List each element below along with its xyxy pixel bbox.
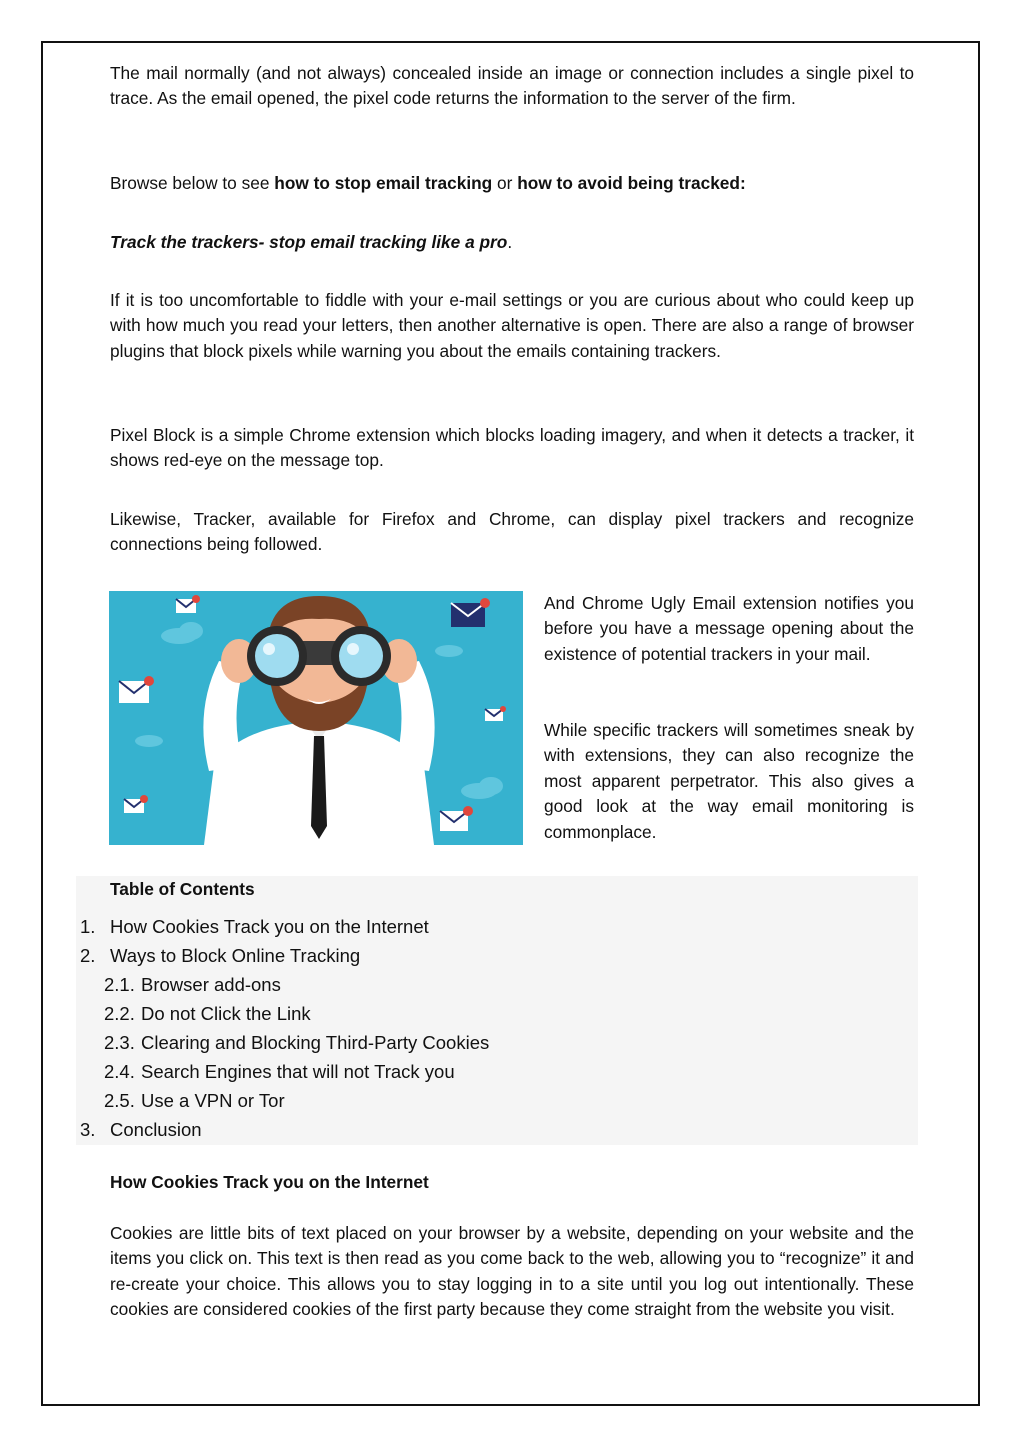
toc-item-number: 2.2. — [104, 1003, 135, 1024]
subheading — [110, 230, 914, 255]
toc-title: Table of Contents — [110, 879, 255, 899]
toc-item-number: 2.3. — [104, 1032, 135, 1053]
side-paragraph-2: While specific trackers will sometimes sneak by with extensions, they can also recognize the most apparent perpetrator. This also gives a good look at the way email monitoring is commonplace. — [544, 720, 914, 842]
toc-item-number: 2.1. — [104, 974, 135, 995]
toc-item-label[interactable]: Use a VPN or Tor — [141, 1090, 285, 1111]
toc-item-3[interactable] — [80, 1118, 202, 1142]
toc-item-label[interactable]: Clearing and Blocking Third-Party Cookies — [141, 1032, 490, 1053]
toc-item-label[interactable]: Conclusion — [110, 1119, 202, 1140]
toc-item-2-5[interactable] — [104, 1089, 285, 1113]
section-paragraph-1: Cookies are little bits of text placed on your browser by a website, depending on your website and the items you click on. This text is then read as you come back to the web, allowing you to “recognize” it and re-create your choice. This allows you to stay logging in to a site until you log out intentionally. These cookies are considered cookies of the first party because they come straight from the website you visit. — [110, 1223, 914, 1320]
toc-item-number: 3. — [80, 1119, 96, 1140]
toc-item-label[interactable]: Browser add-ons — [141, 974, 281, 995]
toc-item-2-3[interactable] — [104, 1031, 490, 1055]
browse-link-stop-tracking: how to stop email tracking — [274, 173, 493, 193]
toc-item-2-4[interactable] — [104, 1060, 455, 1084]
toc-item-number: 1. — [80, 916, 96, 937]
toc-item-number: 2.5. — [104, 1090, 135, 1111]
toc-item-label[interactable]: Ways to Block Online Tracking — [110, 945, 361, 966]
toc-item-number: 2. — [80, 945, 96, 966]
intro-paragraph-2: If it is too uncomfortable to fiddle with your e-mail settings or you are curious about who could keep up with how much you read your letters, then another alternative is open. There are also a range of browser plugins that block pixels while warning you about the emails containing trackers. — [110, 290, 914, 361]
toc-item-label[interactable]: How Cookies Track you on the Internet — [110, 916, 429, 937]
toc-item-2[interactable] — [80, 944, 361, 968]
intro-paragraph-3: Pixel Block is a simple Chrome extension which blocks loading imagery, and when it detects a tracker, it shows red-eye on the message top. — [110, 425, 914, 471]
intro-paragraph-4: Likewise, Tracker, available for Firefox and Chrome, can display pixel trackers and recognize connections being followed. — [110, 509, 914, 555]
subheading-text: Track the trackers- stop email tracking like a pro — [110, 232, 508, 252]
toc-item-number: 2.4. — [104, 1061, 135, 1082]
section-heading: How Cookies Track you on the Internet — [110, 1172, 429, 1192]
browse-mid: or — [492, 173, 518, 193]
browse-line — [110, 171, 914, 196]
illustration-svg — [109, 591, 523, 845]
side-paragraph-1: And Chrome Ugly Email extension notifies you before you have a message opening about the existence of potential trackers in your mail. — [544, 593, 914, 664]
toc-item-2-1[interactable] — [104, 973, 281, 997]
intro-paragraph-1: The mail normally (and not always) concealed inside an image or connection includes a single pixel to trace. As the email opened, the pixel code returns the information to the server of the firm. — [110, 63, 914, 109]
browse-prefix: Browse below to see — [110, 173, 275, 193]
man-with-binoculars-illustration — [109, 591, 523, 845]
subheading-tail: . — [507, 232, 513, 252]
toc-item-2-2[interactable] — [104, 1002, 311, 1026]
toc-item-label[interactable]: Do not Click the Link — [141, 1003, 311, 1024]
toc-item-1[interactable] — [80, 915, 429, 939]
browse-link-avoid-tracked: how to avoid being tracked: — [517, 173, 746, 193]
toc-item-label[interactable]: Search Engines that will not Track you — [141, 1061, 455, 1082]
